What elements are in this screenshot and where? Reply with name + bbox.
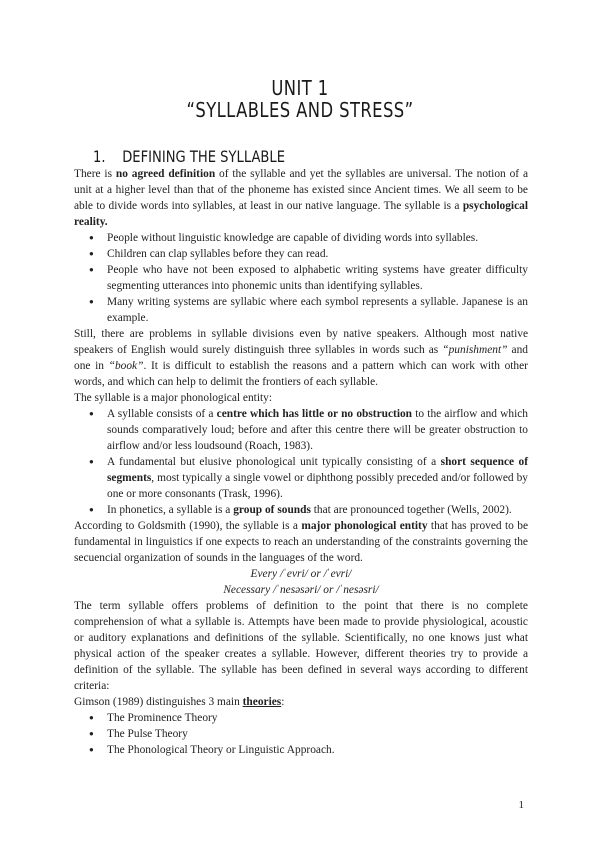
definitions-list (74, 406, 528, 518)
paragraph-goldsmith: According to Goldsmith (1990), the syllable is a major phonological entity that has proved to be fundamental in linguistics if one expects to reach an understanding of the constraints governing the secuencial organization of sounds in the languages of the word. (74, 520, 528, 564)
page-number: 1 (518, 799, 524, 811)
list-item: ● In phonetics, a syllable is a group of sounds that are pronounced together (Wells, 2002). (107, 502, 528, 518)
section-heading (93, 147, 285, 166)
example-every: Every /ˈevri/ or /ˈevri/ (250, 568, 352, 580)
unit-subtitle: “SYLLABLES AND STRESS” (186, 98, 414, 122)
paragraph-gimson: Gimson (1989) distinguishes 3 main theories: (74, 696, 285, 708)
theories-list (74, 710, 528, 758)
list-item: ● People who have not been exposed to alphabetic writing systems have greater difficulty segmenting utterances into phonemic units than identifying syllables. (107, 262, 528, 294)
list-item: ● Children can clap syllables before they can read. (107, 246, 528, 262)
paragraph-intro: There is no agreed definition of the syllable and yet the syllables are universal. The notion of a unit at a higher level than that of the phoneme has existed since Ancient times. We all seem to be able to divide words into syllables, at least in our native language. The syllable is a psychological reality. (74, 168, 529, 228)
list-item: ● A syllable consists of a centre which has little or no obstruction to the airflow and which sounds comparatively loud; before and after this centre there will be greater obstruction to airflow and/or less loudsound (Roach, 1983). (107, 406, 528, 454)
evidence-list (74, 230, 528, 326)
section-title: DEFINING THE SYLLABLE (122, 147, 286, 166)
paragraph-entity: The syllable is a major phonological entity: (74, 392, 273, 404)
list-item: ● People without linguistic knowledge are capable of dividing words into syllables. (107, 230, 528, 246)
paragraph-definition: The term syllable offers problems of definition to the point that there is no complete comprehension of what a syllable is. Attempts have been made to provide physiological, acoustic or auditory explanations and definitions of the syllable. Scientifically, no one knows just what physical action of the speaker creates a syllable. However, different theories try to provide a definition of the syllable. The syllable has been defined in several ways according to different criteria: (74, 600, 528, 692)
list-item: ● The Phonological Theory or Linguistic Approach. (107, 742, 528, 758)
list-item: ● A fundamental but elusive phonological unit typically consisting of a short sequence of segments, most typically a single vowel or diphthong possibly preceded and/or followed by one or more consonants (Trask, 1996). (107, 454, 528, 502)
example-necessary: Necessary /ˈnesəsəri/ or /ˈnesəsri/ (223, 584, 379, 596)
unit-title: UNIT 1 (271, 76, 329, 100)
list-item: ● Many writing systems are syllabic where each symbol represents a syllable. Japanese is an example. (107, 294, 528, 326)
section-number: 1. (93, 147, 106, 166)
list-item: ● The Pulse Theory (107, 726, 528, 742)
paragraph-problems: Still, there are problems in syllable divisions even by native speakers. Although most native speakers of English would surely distinguish three syllables in words such as “punishment” and one in “book”. It is difficult to establish the reasons and a pattern which can work with other words, and which can help to delimit the frontiers of each syllable. (74, 328, 528, 388)
document-body (74, 166, 528, 758)
list-item: ● The Prominence Theory (107, 710, 528, 726)
